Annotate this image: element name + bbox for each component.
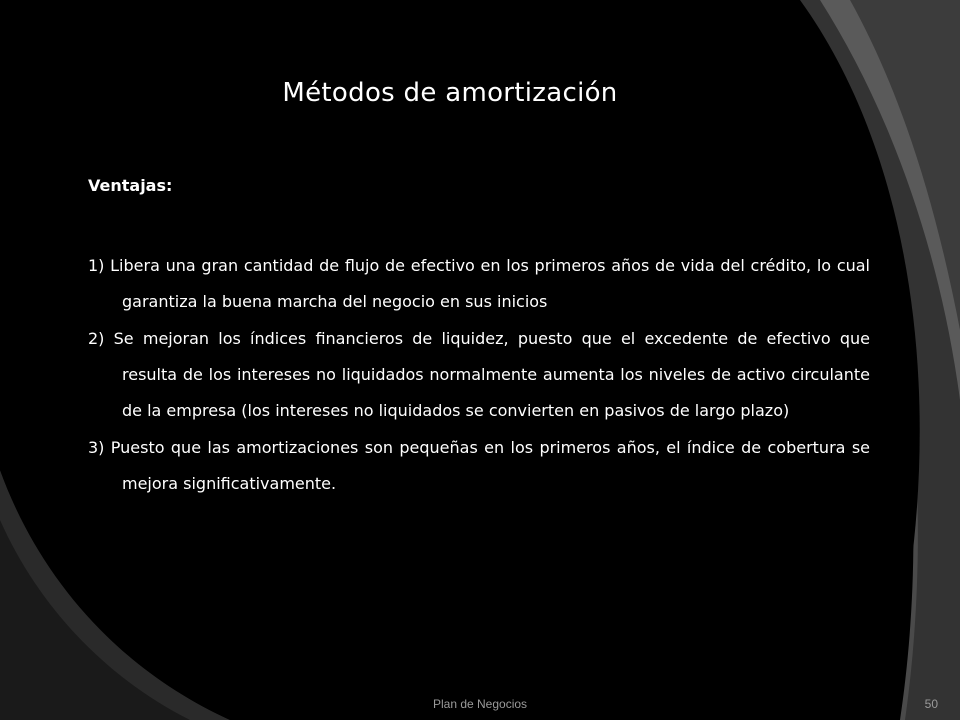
slide-content [88, 168, 870, 503]
footer-text: Plan de Negocios [432, 697, 528, 711]
advantage-item-3: 3) Puesto que las amortizaciones son pequeñas en los primeros años, el índice de cobertura se mejora significativamente. [88, 438, 870, 493]
slide-title: Métodos de amortización [282, 78, 618, 108]
advantage-item-2: 2) Se mejoran los índices financieros de liquidez, puesto que el excedente de efectivo que resulta de los intereses no liquidados normalmente aumenta los niveles de activo circulante de la empresa (los intereses no liquidados se convierten en pasivos de largo plazo) [88, 329, 870, 420]
section-subtitle: Ventajas: [88, 176, 173, 195]
page-number: 50 [924, 697, 938, 711]
advantage-item-1: 1) Libera una gran cantidad de flujo de efectivo en los primeros años de vida del crédito, lo cual garantiza la buena marcha del negocio en sus inicios [88, 256, 870, 311]
